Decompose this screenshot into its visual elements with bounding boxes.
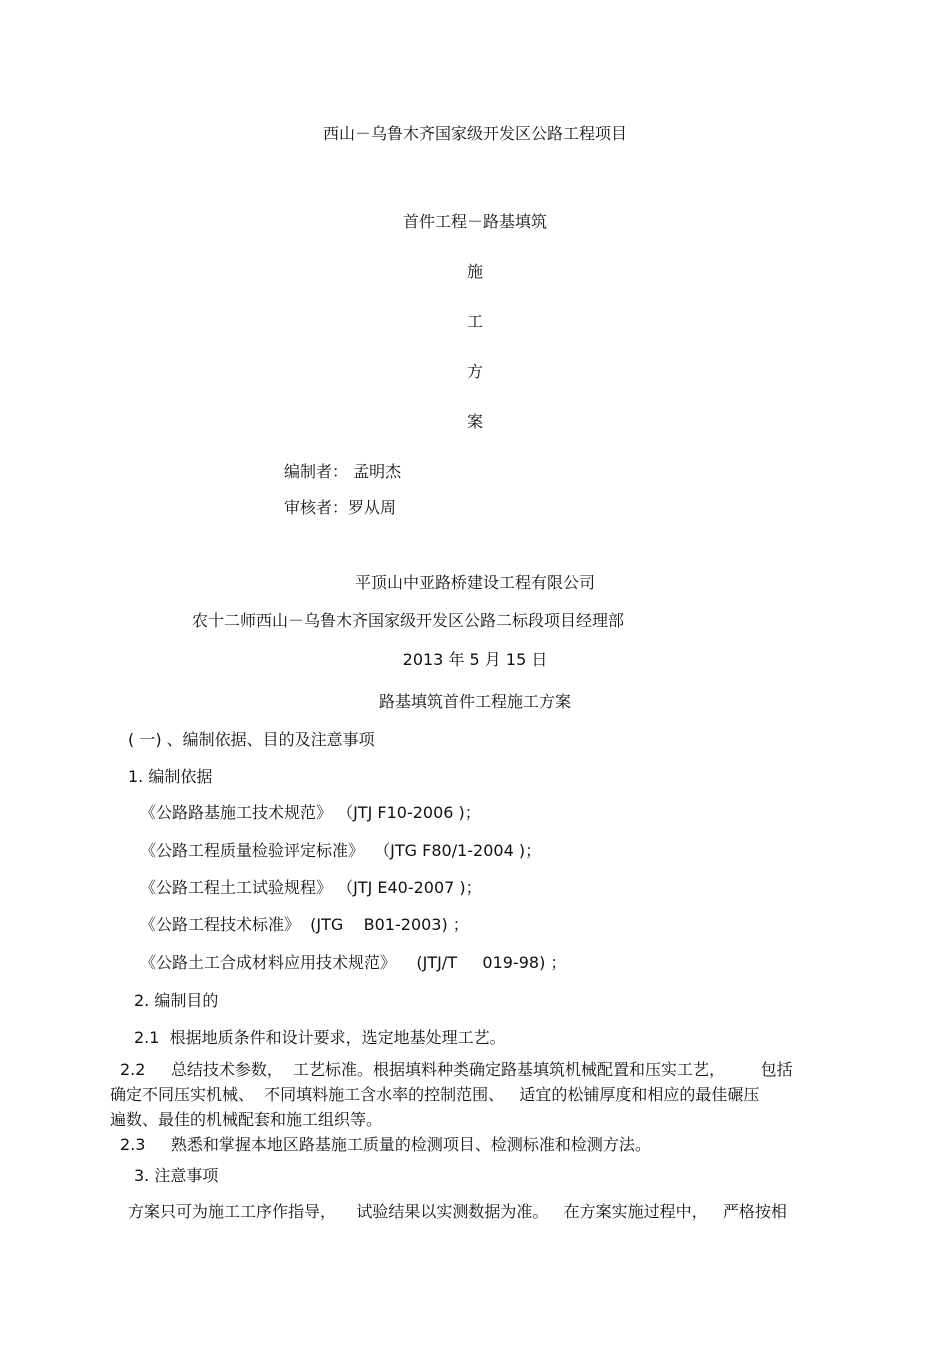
vertical-char: 案 [466, 412, 483, 431]
reference-item: 《公路工程技术标准》 (JTG B01-2003) ； [140, 915, 469, 934]
paragraph: 遍数、最佳的机械配套和施工组织等。 [110, 1110, 383, 1129]
reference-item: 《公路工程质量检验评定标准》 （JTG F80/1-2004 )； [140, 841, 542, 860]
reference-item: 《公路土工合成材料应用技术规范》 (JTJ/T 019-98) ； [140, 953, 567, 972]
project-title: 西山－乌鲁木齐国家级开发区公路工程项目 [322, 124, 627, 143]
company-name: 平顶山中亚路桥建设工程有限公司 [354, 573, 595, 592]
item-heading: 3. 注意事项 [134, 1166, 219, 1185]
reviewer-line: 审核者：罗从周 [284, 498, 397, 517]
reference-item: 《公路路基施工技术规范》 （JTJ F10-2006 )； [140, 803, 481, 822]
issue-date: 2013 年 5 月 15 日 [402, 650, 548, 669]
item-heading: 2. 编制目的 [134, 991, 219, 1010]
paragraph: 2.2 总结技术参数， 工艺标准。根据填料种类确定路基填筑机械配置和压实工艺， 包括 [120, 1060, 793, 1079]
vertical-char: 方 [466, 362, 483, 381]
compiler-line: 编制者： 孟明杰 [284, 462, 402, 481]
document-title: 路基填筑首件工程施工方案 [378, 692, 571, 711]
department-name: 农十二师西山－乌鲁木齐国家级开发区公路二标段项目经理部 [192, 611, 625, 630]
paragraph: 确定不同压实机械、 不同填料施工含水率的控制范围、 适宜的松铺厚度和相应的最佳碾压 [110, 1085, 760, 1104]
paragraph: 2.3 熟悉和掌握本地区路基施工质量的检测项目、检测标准和检测方法。 [120, 1135, 651, 1154]
section-heading: ( 一) 、编制依据、目的及注意事项 [128, 730, 375, 749]
vertical-char: 施 [466, 262, 483, 281]
reference-item: 《公路工程土工试验规程》 （JTJ E40-2007 )； [140, 878, 482, 897]
paragraph: 方案只可为施工工序作指导， 试验结果以实测数据为准。 在方案实施过程中， 严格按相 [128, 1202, 787, 1221]
cover-subtitle: 首件工程－路基填筑 [402, 212, 547, 231]
vertical-char: 工 [466, 312, 483, 331]
item-heading: 1. 编制依据 [128, 767, 213, 786]
paragraph: 2.1 根据地质条件和设计要求，选定地基处理工艺。 [134, 1028, 506, 1047]
